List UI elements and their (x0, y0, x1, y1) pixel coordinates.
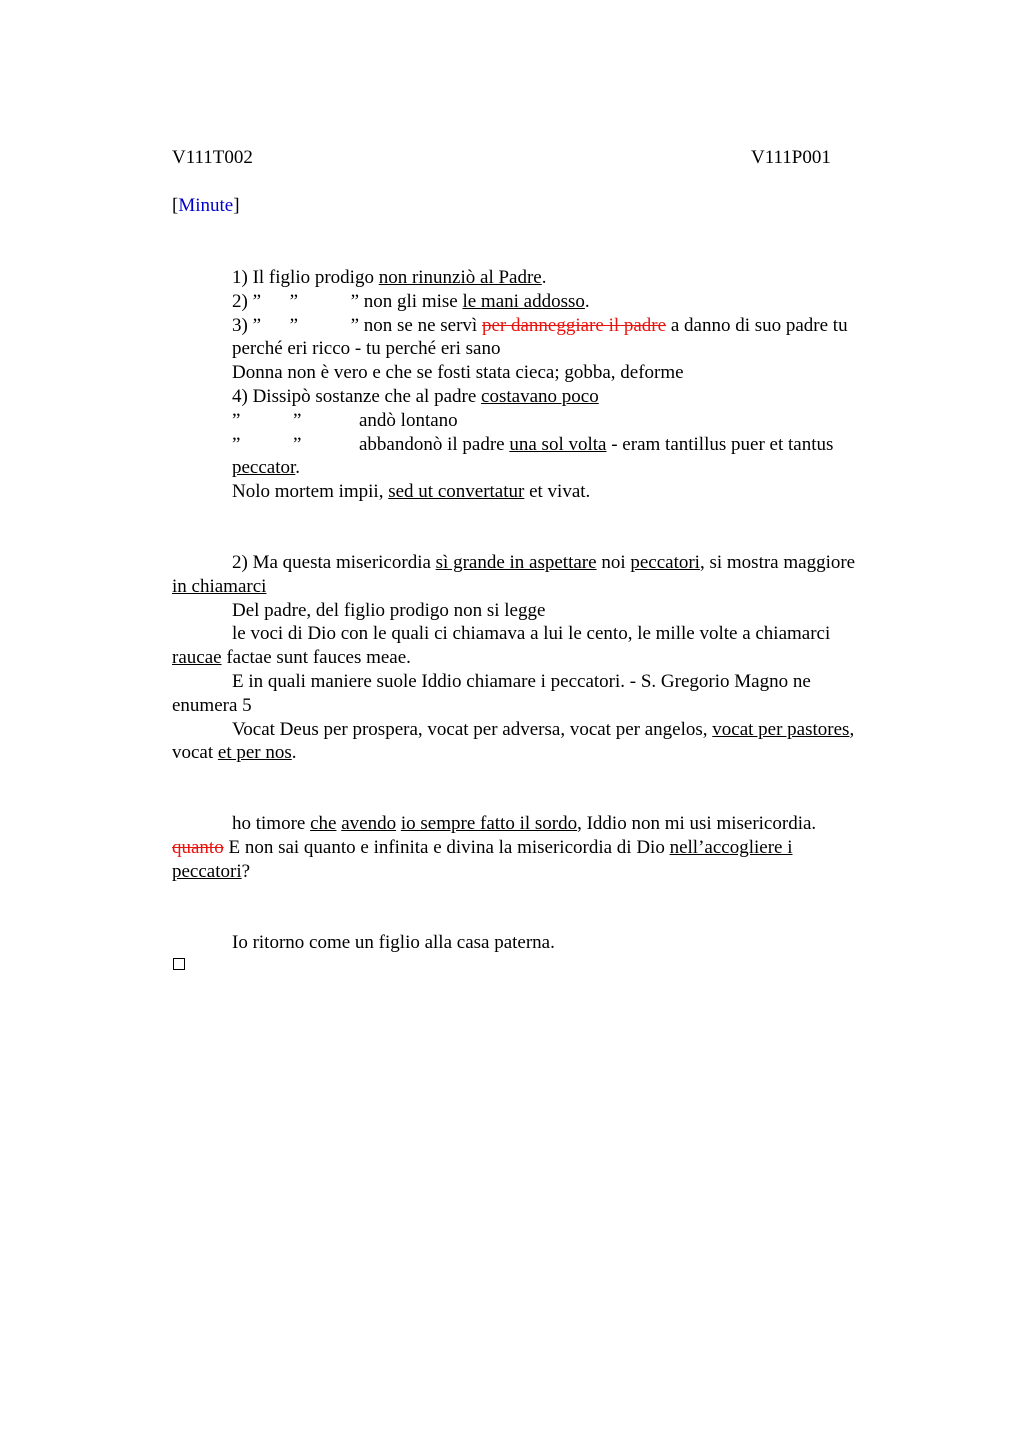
s2-line-2: in chiamarci (172, 575, 267, 597)
s2-line-4: le voci di Dio con le quali ci chiamava a lui le cento, le mille volte a chiamarci (232, 623, 831, 645)
s3-line-1: ho timore che avendo io sempre fatto il sordo, Iddio non mi usi misericordia. (232, 813, 817, 834)
s2-line-7: enumera 5 (172, 694, 252, 716)
s1-line-7: ” ” andò lontano (232, 409, 458, 431)
minute-link[interactable]: Minute (178, 195, 234, 216)
s2-line-6: E in quali maniere suole Iddio chiamare i peccatori. - S. Gregorio Magno ne (232, 670, 811, 692)
s2-line-8: Vocat Deus per prospera, vocat per adversa, vocat per angelos, vocat per pastores, (232, 718, 855, 740)
section-3 (172, 812, 914, 883)
s1-line-5: Donna non è vero e che se fosti stata cieca; gobba, deforme (232, 362, 684, 384)
s2-line-1: 2) Ma questa misericordia sì grande in aspettare noi peccatori, si mostra maggiore (232, 552, 856, 573)
minute-heading (172, 194, 240, 218)
bracket-open: [ (172, 195, 179, 216)
s1-line-4: perché eri ricco - tu perché eri sano (232, 338, 501, 360)
checkbox-square-icon (173, 958, 185, 970)
s2-line-9: vocat et per nos. (172, 742, 297, 764)
s1-line-6: 4) Dissipò sostanze che al padre costavano poco (232, 385, 599, 407)
s3-line-3: peccatori? (172, 860, 251, 882)
s1-line-2: 2) ” ” ” non gli mise le mani addosso. (232, 290, 590, 312)
s1-line-8: ” ” abbandonò il padre una sol volta - eram tantillus puer et tantus (232, 433, 834, 455)
deleted-text: per danneggiare il padre (481, 314, 667, 336)
section-2 (172, 551, 914, 765)
document-code-left: V111T002 (172, 147, 253, 168)
s1-line-9: peccator. (232, 457, 301, 479)
document-code-right: V111P001 (751, 147, 831, 168)
s3-line-2: quanto E non sai quanto e infinita e divina la misericordia di Dio nell’accogliere i (172, 836, 793, 858)
bracket-close: ] (233, 195, 240, 216)
s1-line-1: 1) Il figlio prodigo non rinunziò al Padre. (232, 267, 547, 288)
s1-line-3: 3) ” ” ” non se ne servì per danneggiare il padre a danno di suo padre tu (232, 314, 848, 336)
section-4 (172, 931, 914, 955)
s4-line-1: Io ritorno come un figlio alla casa paterna. (232, 932, 555, 953)
s2-line-3: Del padre, del figlio prodigo non si legge (232, 599, 546, 621)
deleted-text: quanto (172, 836, 224, 858)
s1-line-10: Nolo mortem impii, sed ut convertatur et vivat. (232, 481, 591, 503)
s2-line-5: raucae factae sunt fauces meae. (172, 647, 411, 669)
section-1 (172, 266, 914, 504)
